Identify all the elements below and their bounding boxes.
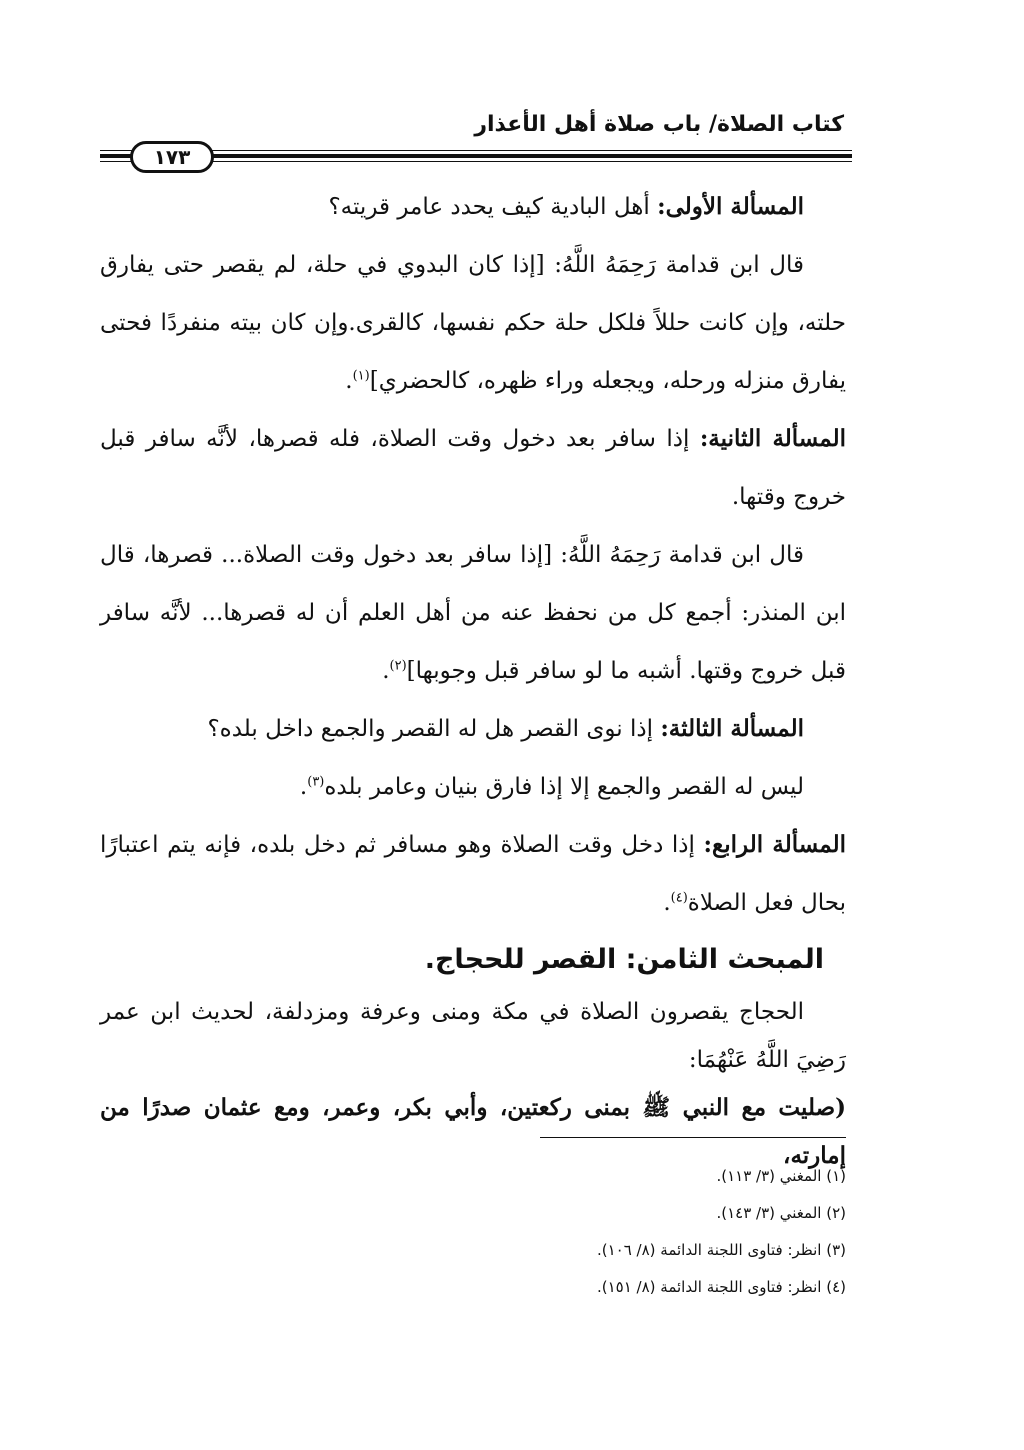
- answer-text: ليس له القصر والجمع إلا إذا فارق بنيان وعامر بلده: [324, 774, 804, 800]
- issue-4: [100, 816, 846, 932]
- pilgrims-intro: الحجاج يقصرون الصلاة في مكة ومنى وعرفة ومزدلفة، لحديث ابن عمر رَضِيَ اللَّهُ عَنْهُمَا:: [100, 999, 846, 1073]
- footnote-4: (٤) انظر: فتاوى اللجنة الدائمة (٨/ ١٥١).: [596, 1278, 846, 1296]
- issue-text: إذا نوى القصر هل له القصر والجمع داخل بلده؟: [207, 716, 661, 742]
- issue-text: إذا سافر بعد دخول وقت الصلاة، فله قصرها، لأنَّه سافر قبل خروج وقتها.: [100, 426, 846, 510]
- issue-label: المسألة الثالثة:: [660, 715, 804, 742]
- sentence-end: .: [345, 368, 353, 394]
- body-text: [100, 178, 846, 1180]
- running-title: كتاب الصلاة/ باب صلاة أهل الأعذار: [474, 112, 844, 137]
- quote-text: قال ابن قدامة رَحِمَهُ اللَّهُ: [إذا سافر بعد دخول وقت الصلاة... قصرها، قال ابن المنذر: أجمع كل من نحفظ عنه من أهل العلم أن له قصرها... لأنَّه سافر قبل خروج وقتها. أشبه ما لو سافر قبل وجوبها]: [100, 542, 846, 684]
- issue-3-answer: [100, 758, 846, 816]
- footnote-ref: (٣): [307, 774, 325, 790]
- footnote-ref: (١): [352, 368, 370, 384]
- issue-label: المسألة الثانية:: [699, 425, 847, 452]
- footnote-3: (٣) انظر: فتاوى اللجنة الدائمة (٨/ ١٠٦).: [596, 1241, 846, 1259]
- issue-2-answer: [100, 526, 846, 700]
- footnote-ref: (٢): [389, 658, 407, 674]
- footnote-rule: [540, 1137, 846, 1138]
- footnotes: [597, 1158, 846, 1306]
- page-number: ١٧٣: [130, 141, 214, 173]
- sentence-end: .: [663, 890, 671, 916]
- footnote-ref: (٤): [670, 890, 688, 906]
- issue-text: إذا دخل وقت الصلاة وهو مسافر ثم دخل بلده، فإنه يتم اعتبارًا بحال فعل الصلاة: [100, 832, 846, 916]
- issue-3: [100, 700, 846, 758]
- hadith-text: (صليت مع النبي ﷺ بمنى ركعتين، وأبي بكر، وعمر، ومع عثمان صدرًا من إمارته،: [100, 1094, 846, 1169]
- issue-text: أهل البادية كيف يحدد عامر قريته؟: [328, 194, 658, 220]
- issue-1: [100, 178, 846, 236]
- issue-label: المسألة الرابع:: [703, 831, 846, 858]
- sentence-end: .: [382, 658, 390, 684]
- issue-label: المسألة الأولى:: [657, 193, 804, 220]
- footnote-2: (٢) المغني (٣/ ١٤٣).: [716, 1204, 846, 1222]
- section-heading: المبحث الثامن: القصر للحجاج.: [424, 944, 824, 975]
- issue-2: [100, 410, 846, 526]
- issue-1-answer: [100, 236, 846, 410]
- footnote-1: (١) المغني (٣/ ١١٣).: [716, 1167, 846, 1185]
- sentence-end: .: [299, 774, 308, 800]
- quote-text: قال ابن قدامة رَحِمَهُ اللَّهُ: [إذا كان البدوي في حلة، لم يقصر حتى يفارق حلته، وإن كانت حللاً فلكل حلة حكم نفسها، كالقرى.وإن كان بيته منفردًا فحتى يفارق منزله ورحله، ويجعله وراء ظهره، كالحضري]: [100, 252, 846, 394]
